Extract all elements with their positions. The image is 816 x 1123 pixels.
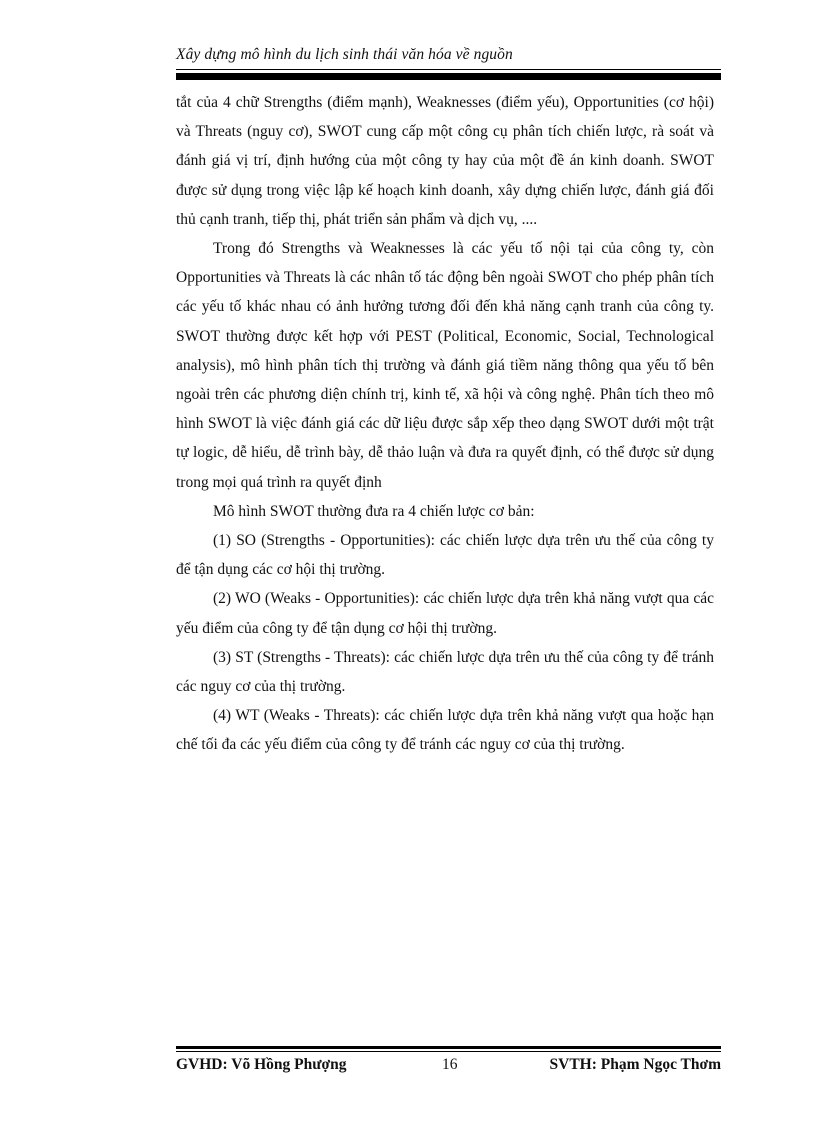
document-body [176,88,714,760]
paragraph-strategy-so: (1) SO (Strengths - Opportunities): các chiến lược dựa trên ưu thế của công ty để tận dụng các cơ hội thị trường. [176,532,714,579]
header-rule-thick [176,73,721,80]
paragraph-strategy-st: (3) ST (Strengths - Threats): các chiến lược dựa trên ưu thế của công ty để tránh các nguy cơ của thị trường. [176,648,714,696]
header-rule-thin [176,69,721,70]
header-title: Xây dựng mô hình du lịch sinh thái văn hóa về nguồn [176,46,513,63]
footer-bar [176,1056,721,1078]
paragraph-swot-definition: tắt của 4 chữ Strengths (điểm mạnh), Weaknesses (điểm yếu), Opportunities (cơ hội) và Threats (nguy cơ), SWOT cung cấp một công cụ phân tích chiến lược, rà soát và đánh giá vị trí, định hướng của một công ty hay của một đề án kinh doanh. SWOT được sử dụng trong việc lập kế hoạch kinh doanh, xây dựng chiến lược, đánh giá đối thủ cạnh tranh, tiếp thị, phát triển sản phẩm và dịch vụ, .... [176,94,714,228]
paragraph-strategy-wt: (4) WT (Weaks - Threats): các chiến lược dựa trên khả năng vượt qua hoặc hạn chế tối đa các yếu điểm của công ty để tránh các nguy cơ của thị trường. [176,707,714,754]
paragraph-swot-factors: Trong đó Strengths và Weaknesses là các yếu tố nội tại của công ty, còn Opportunities và Threats là các nhân tố tác động bên ngoài SWOT cho phép phân tích các yếu tố khác nhau có ảnh hưởng tương đối đến khả năng cạnh tranh của công ty. SWOT thường được kết hợp với PEST (Political, Economic, Social, Technological analysis), mô hình phân tích thị trường và đánh giá tiềm năng thông qua yếu tố bên ngoài trên các phương diện chính trị, kinh tế, xã hội và công nghệ. Phân tích theo mô hình SWOT là việc đánh giá các dữ liệu được sắp xếp theo dạng SWOT dưới một trật tự logic, dễ hiểu, dễ trình bày, dễ thảo luận và đưa ra quyết định, có thể được sử dụng trong mọi quá trình ra quyết định [176,240,714,491]
footer-advisor: GVHD: Võ Hồng Phượng [176,1056,347,1073]
footer-rule-thin [176,1051,721,1052]
paragraph-strategy-wo: (2) WO (Weaks - Opportunities): các chiến lược dựa trên khả năng vượt qua các yếu điểm của công ty để tận dụng cơ hội thị trường. [176,590,714,637]
page-number: 16 [442,1056,458,1073]
footer-student: SVTH: Phạm Ngọc Thơm [549,1056,721,1073]
footer-rule-thick [176,1046,721,1049]
paragraph-strategies-intro: Mô hình SWOT thường đưa ra 4 chiến lược cơ bản: [213,502,535,520]
